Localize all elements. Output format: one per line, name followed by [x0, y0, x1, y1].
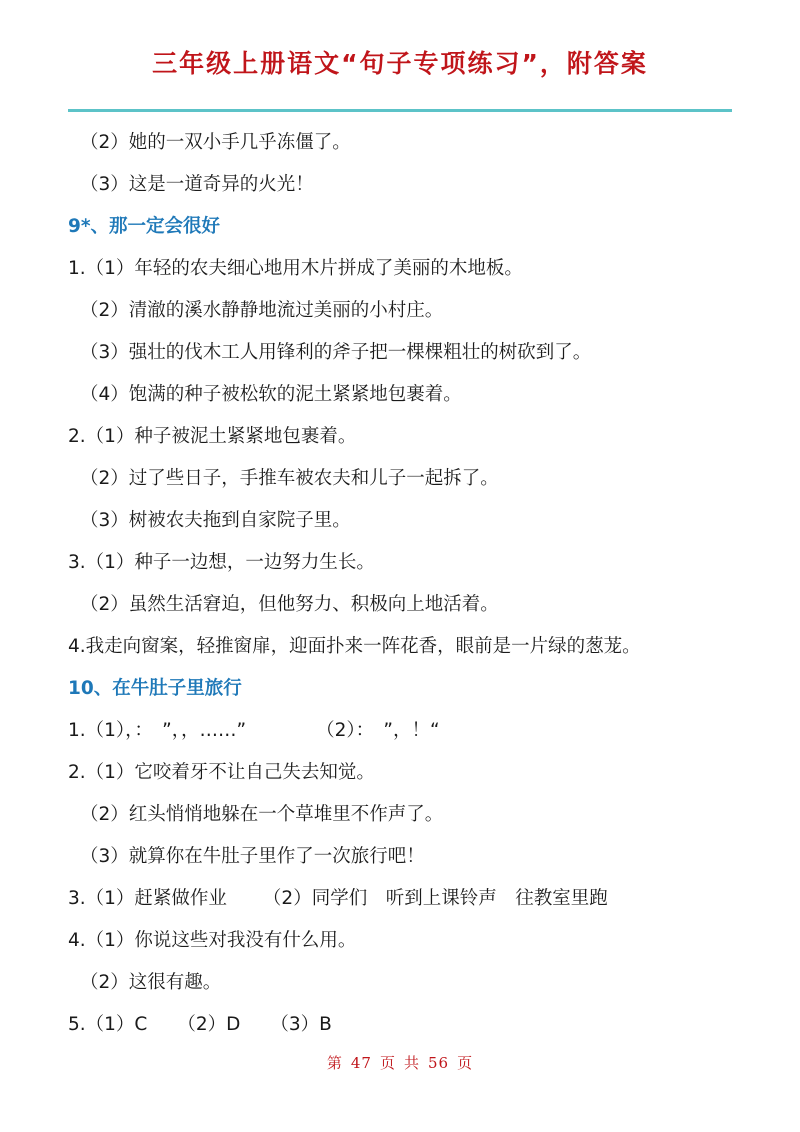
page-title: 三年级上册语文“句子专项练习”，附答案: [152, 49, 648, 78]
answer-line: 4.我走向窗案，轻推窗扉，迎面扑来一阵花香，眼前是一片绿的葱茏。: [68, 636, 641, 657]
answer-line: 4.（1）你说这些对我没有什么用。: [68, 930, 357, 951]
answer-part: 5.（1）C: [68, 1014, 148, 1035]
answer-line: （2）这很有趣。: [80, 972, 222, 993]
answer-part: （2）D: [177, 1014, 241, 1035]
answer-line: （2）清澈的溪水静静地流过美丽的小村庄。: [80, 300, 444, 321]
footer-text: 共: [404, 1054, 421, 1072]
answer-line: （2）她的一双小手几乎冻僵了。: [80, 132, 351, 153]
answer-part: 3.（1）赶紧做作业: [68, 888, 227, 909]
answer-line: （2）过了些日子，手推车被农夫和儿子一起拆了。: [80, 468, 499, 489]
footer-text: 页: [457, 1054, 474, 1072]
answer-line: 1.（1）年轻的农夫细心地用木片拼成了美丽的木地板。: [68, 258, 523, 279]
section-heading: 10、在牛肚子里旅行: [68, 678, 242, 699]
section-heading: 9*、那一定会很好: [68, 216, 221, 237]
answer-line: （4）饱满的种子被松软的泥土紧紧地包裹着。: [80, 384, 462, 405]
answer-part: （2）： ”，！“: [316, 720, 440, 741]
answer-line: （2）红头悄悄地躲在一个草堆里不作声了。: [80, 804, 444, 825]
answer-line: （3）就算你在牛肚子里作了一次旅行吧！: [80, 846, 425, 867]
answer-line: （3）强壮的伐木工人用锋利的斧子把一棵棵粗壮的树砍到了。: [80, 342, 592, 363]
title-divider: [68, 109, 732, 112]
answer-line: [68, 887, 800, 911]
answer-part: （2）同学们 听到上课铃声 往教室里跑: [262, 888, 608, 909]
answer-line: 3.（1）种子一边想，一边努力生长。: [68, 552, 375, 573]
answer-line: 2.（1）它咬着牙不让自己失去知觉。: [68, 762, 375, 783]
page-footer: [0, 1052, 800, 1073]
answer-part: （3）B: [270, 1014, 332, 1035]
answer-line: （2）虽然生活窘迫，但他努力、积极向上地活着。: [80, 594, 499, 615]
answer-line: [68, 1013, 800, 1037]
answer-line: （3）这是一道奇异的火光！: [80, 174, 314, 195]
footer-text: 第: [326, 1054, 343, 1072]
answer-line: [68, 719, 800, 743]
answer-line: （3）树被农夫拖到自家院子里。: [80, 510, 351, 531]
page-number: 47: [350, 1054, 372, 1072]
page-total: 56: [428, 1054, 450, 1072]
answer-line: 2.（1）种子被泥土紧紧地包裹着。: [68, 426, 357, 447]
answer-part: 1.（1），： ”，，……”: [68, 720, 247, 741]
footer-text: 页: [379, 1054, 396, 1072]
